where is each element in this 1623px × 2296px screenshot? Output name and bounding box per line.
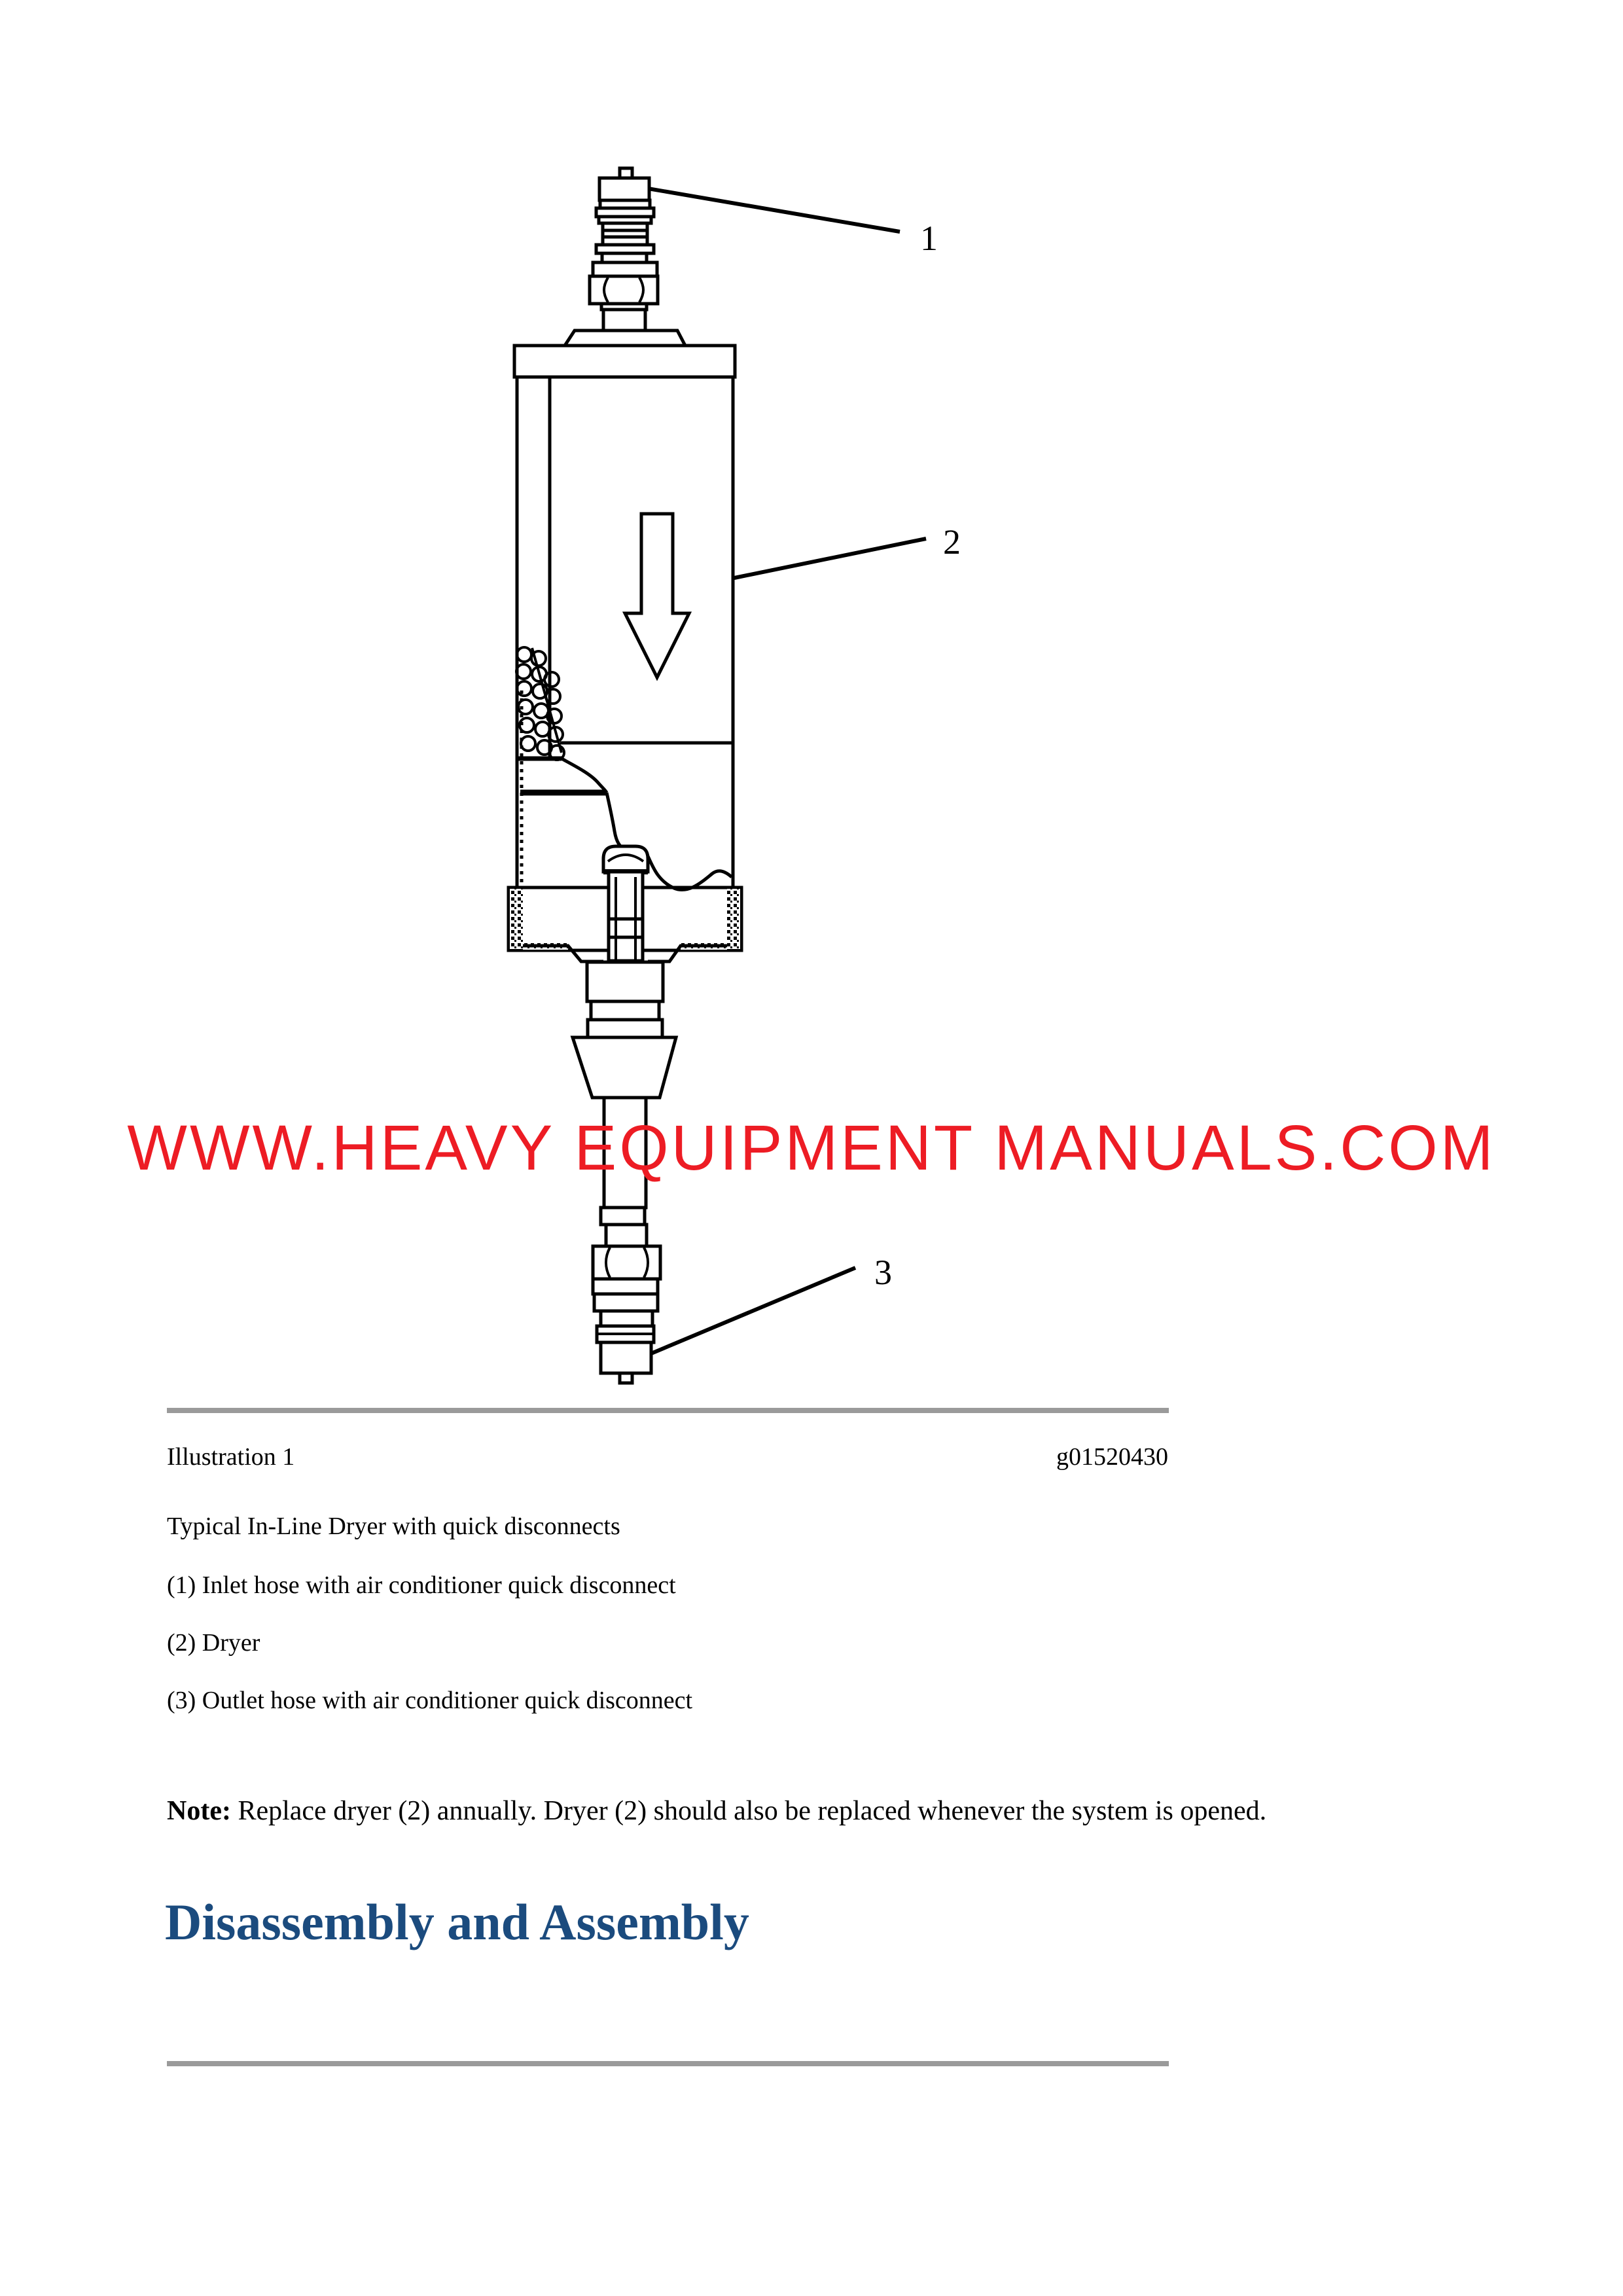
divider-top [167, 1408, 1169, 1413]
caption-header [167, 1443, 1168, 1471]
page-heading: Disassembly and Assembly [165, 1893, 749, 1950]
illustration-label: Illustration 1 [167, 1443, 295, 1471]
figure-code: g01520430 [1056, 1443, 1168, 1471]
dryer-line-art [508, 168, 926, 1383]
callout-2: 2 [943, 522, 961, 562]
divider-bottom [167, 2061, 1169, 2066]
dryer-canister [514, 346, 735, 888]
note-label: Note: [167, 1796, 231, 1826]
caption-item-2: (2) Dryer [167, 1629, 260, 1657]
leader-2 [734, 539, 926, 578]
note-text: Replace dryer (2) annually. Dryer (2) should also be replaced whenever the system is opened. [230, 1796, 1267, 1826]
caption-item-3: (3) Outlet hose with air conditioner quick disconnect [167, 1687, 693, 1714]
pickup-tube [603, 846, 648, 961]
caption-item-1: (1) Inlet hose with air conditioner quick disconnect [167, 1571, 676, 1599]
inlet-fitting [565, 168, 685, 346]
watermark-text: WWW.HEAVY EQUIPMENT MANUALS.COM [127, 1112, 1496, 1183]
leader-1 [648, 188, 900, 232]
note-paragraph [167, 1793, 1351, 1830]
leader-3 [651, 1268, 855, 1354]
callout-3: 3 [874, 1253, 892, 1292]
callout-1: 1 [920, 219, 938, 258]
caption-title: Typical In-Line Dryer with quick disconnects [167, 1513, 620, 1540]
